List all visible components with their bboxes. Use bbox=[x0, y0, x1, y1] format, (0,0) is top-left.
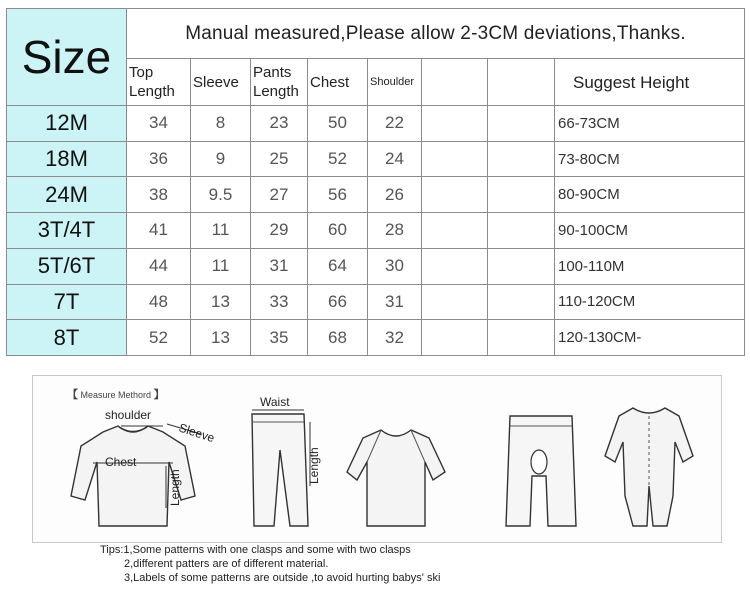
sleeve-value: 11 bbox=[191, 213, 251, 249]
shoulder-value: 24 bbox=[368, 141, 422, 177]
blank-cell bbox=[422, 141, 488, 177]
chest-value: 56 bbox=[308, 177, 368, 213]
pants-length-value: 35 bbox=[251, 320, 308, 356]
pants-length-value: 29 bbox=[251, 213, 308, 249]
measurement-notice: Manual measured,Please allow 2-3CM deviations,Thanks. bbox=[127, 9, 745, 59]
top-measure-illustration bbox=[63, 376, 223, 536]
shoulder-value: 32 bbox=[368, 320, 422, 356]
top-length-value: 38 bbox=[127, 177, 191, 213]
blank-cell bbox=[488, 284, 555, 320]
chest-label: Chest bbox=[105, 455, 137, 469]
chest-value: 68 bbox=[308, 320, 368, 356]
blank-cell bbox=[488, 141, 555, 177]
suggest-height-value: 73-80CM bbox=[555, 141, 745, 177]
top-length-value: 41 bbox=[127, 213, 191, 249]
tip-line: 2,different patters are of different material. bbox=[124, 558, 329, 570]
raglan-top-illustration bbox=[333, 376, 453, 536]
shoulder-value: 28 bbox=[368, 213, 422, 249]
pants-length-value: 25 bbox=[251, 141, 308, 177]
suggest-height-value: 120-130CM- bbox=[555, 320, 745, 356]
size-label: 18M bbox=[7, 141, 127, 177]
pants-measure-illustration bbox=[238, 376, 328, 536]
col-header-sleeve: Sleeve bbox=[191, 59, 251, 106]
table-row bbox=[7, 106, 745, 142]
sleeve-label: Sleeve bbox=[177, 420, 217, 446]
shoulder-label: shoulder bbox=[105, 408, 152, 422]
top-length-value: 36 bbox=[127, 141, 191, 177]
shoulder-value: 30 bbox=[368, 248, 422, 284]
open-crotch-pants-illustration bbox=[498, 376, 588, 536]
measure-method-title: 【 Measure Methord 】 bbox=[67, 389, 165, 401]
size-label: 5T/6T bbox=[7, 248, 127, 284]
romper-illustration bbox=[593, 376, 703, 536]
sleeve-value: 9.5 bbox=[191, 177, 251, 213]
top-length-value: 44 bbox=[127, 248, 191, 284]
suggest-height-value: 100-110M bbox=[555, 248, 745, 284]
table-row bbox=[7, 213, 745, 249]
waist-label: Waist bbox=[260, 395, 290, 409]
blank-cell bbox=[422, 177, 488, 213]
pants-length-label: Length bbox=[307, 447, 321, 484]
sleeve-value: 13 bbox=[191, 284, 251, 320]
blank-cell bbox=[422, 248, 488, 284]
blank-cell bbox=[422, 284, 488, 320]
col-header-blank bbox=[488, 59, 555, 106]
suggest-height-value: 80-90CM bbox=[555, 177, 745, 213]
table-row bbox=[7, 141, 745, 177]
blank-cell bbox=[488, 320, 555, 356]
pants-length-value: 27 bbox=[251, 177, 308, 213]
blank-cell bbox=[422, 320, 488, 356]
top-length-label: Length bbox=[168, 469, 182, 506]
chest-value: 64 bbox=[308, 248, 368, 284]
chest-value: 66 bbox=[308, 284, 368, 320]
size-chart bbox=[6, 8, 744, 356]
table-row bbox=[7, 284, 745, 320]
table-row bbox=[7, 320, 745, 356]
size-label: 8T bbox=[7, 320, 127, 356]
col-header-top-length: Top Length bbox=[127, 59, 191, 106]
size-chart-table bbox=[6, 8, 745, 356]
blank-cell bbox=[488, 248, 555, 284]
blank-cell bbox=[488, 106, 555, 142]
shoulder-value: 26 bbox=[368, 177, 422, 213]
col-header-shoulder: Shoulder bbox=[368, 59, 422, 106]
size-label: 12M bbox=[7, 106, 127, 142]
table-row bbox=[7, 248, 745, 284]
size-title: Size bbox=[7, 9, 127, 106]
blank-cell bbox=[488, 213, 555, 249]
suggest-height-value: 66-73CM bbox=[555, 106, 745, 142]
shoulder-value: 31 bbox=[368, 284, 422, 320]
blank-cell bbox=[422, 106, 488, 142]
col-header-pants-length: Pants Length bbox=[251, 59, 308, 106]
chest-value: 52 bbox=[308, 141, 368, 177]
measure-method-panel bbox=[32, 375, 722, 543]
chest-value: 50 bbox=[308, 106, 368, 142]
size-label: 3T/4T bbox=[7, 213, 127, 249]
chest-value: 60 bbox=[308, 213, 368, 249]
blank-cell bbox=[488, 177, 555, 213]
top-length-value: 48 bbox=[127, 284, 191, 320]
pants-length-value: 23 bbox=[251, 106, 308, 142]
sleeve-value: 11 bbox=[191, 248, 251, 284]
table-row bbox=[7, 177, 745, 213]
col-header-suggest-height: Suggest Height bbox=[555, 59, 745, 106]
top-length-value: 34 bbox=[127, 106, 191, 142]
blank-cell bbox=[422, 213, 488, 249]
size-label: 24M bbox=[7, 177, 127, 213]
sleeve-value: 9 bbox=[191, 141, 251, 177]
sleeve-value: 13 bbox=[191, 320, 251, 356]
tips bbox=[100, 543, 440, 585]
col-header-chest: Chest bbox=[308, 59, 368, 106]
top-length-value: 52 bbox=[127, 320, 191, 356]
tip-line: Tips:1,Some patterns with one clasps and some with two clasps bbox=[100, 544, 411, 556]
suggest-height-value: 110-120CM bbox=[555, 284, 745, 320]
pants-length-value: 33 bbox=[251, 284, 308, 320]
pants-length-value: 31 bbox=[251, 248, 308, 284]
shoulder-value: 22 bbox=[368, 106, 422, 142]
sleeve-value: 8 bbox=[191, 106, 251, 142]
suggest-height-value: 90-100CM bbox=[555, 213, 745, 249]
size-label: 7T bbox=[7, 284, 127, 320]
tip-line: 3,Labels of some patterns are outside ,to avoid hurting babys' ski bbox=[124, 572, 441, 584]
col-header-blank bbox=[422, 59, 488, 106]
